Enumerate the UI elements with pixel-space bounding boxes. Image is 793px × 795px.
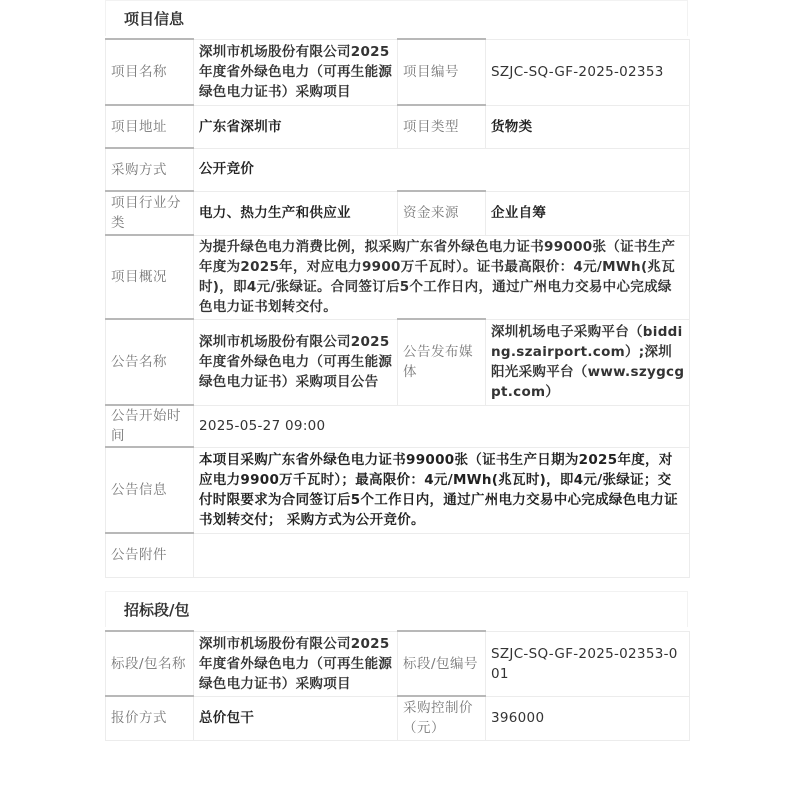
- value-fund-source: 企业自筹: [486, 191, 690, 235]
- value-lot-number: SZJC-SQ-GF-2025-02353-001: [486, 631, 690, 696]
- label-project-type: 项目类型: [398, 105, 486, 148]
- value-quote-method: 总价包干: [194, 696, 398, 740]
- value-announcement-media: 深圳机场电子采购平台（bidding.szairport.com）;深圳阳光采购平台（www.szygcgpt.com）: [486, 319, 690, 405]
- table-row: [106, 405, 690, 447]
- value-project-type: 货物类: [486, 105, 690, 148]
- label-project-name: 项目名称: [106, 39, 194, 105]
- label-control-price: 采购控制价（元）: [398, 696, 486, 740]
- label-project-address: 项目地址: [106, 105, 194, 148]
- label-lot-number: 标段/包编号: [398, 631, 486, 696]
- label-quote-method: 报价方式: [106, 696, 194, 740]
- label-procurement-method: 采购方式: [106, 148, 194, 191]
- table-row: [106, 191, 690, 235]
- table-row: [106, 447, 690, 533]
- value-project-overview: 为提升绿色电力消费比例，拟采购广东省外绿色电力证书99000张（证书生产年度为2025年，对应电力9900万千瓦时）。证书最高限价：4元/MWh(兆瓦时)，即4元/张绿证。合同签订后5个工作日内，通过广州电力交易中心完成绿色电力证书划转交付。: [194, 235, 690, 319]
- label-project-overview: 项目概况: [106, 235, 194, 319]
- value-project-number: SZJC-SQ-GF-2025-02353: [486, 39, 690, 105]
- value-announcement-info: 本项目采购广东省外绿色电力证书99000张（证书生产日期为2025年度，对应电力9900万千瓦时）；最高限价：4元/MWh(兆瓦时)，即4元/张绿证；交付时限要求为合同签订后5个工作日内，通过广州电力交易中心完成绿色电力证书划转交付； 采购方式为公开竞价。: [194, 447, 690, 533]
- value-announcement-attachment: [194, 533, 690, 577]
- value-announcement-name: 深圳市机场股份有限公司2025年度省外绿色电力（可再生能源绿色电力证书）采购项目公告: [194, 319, 398, 405]
- table-row: [106, 696, 690, 740]
- section-title-project-info: 项目信息: [105, 0, 688, 36]
- label-announcement-name: 公告名称: [106, 319, 194, 405]
- label-announcement-media: 公告发布媒体: [398, 319, 486, 405]
- table-row: [106, 533, 690, 577]
- value-lot-name: 深圳市机场股份有限公司2025年度省外绿色电力（可再生能源绿色电力证书）采购项目: [194, 631, 398, 696]
- value-industry: 电力、热力生产和供应业: [194, 191, 398, 235]
- value-project-address: 广东省深圳市: [194, 105, 398, 148]
- section-title-lots: 招标段/包: [105, 591, 688, 627]
- table-row: [106, 235, 690, 319]
- project-info-table: [105, 38, 690, 578]
- table-row: [106, 631, 690, 696]
- table-row: [106, 105, 690, 148]
- label-announcement-info: 公告信息: [106, 447, 194, 533]
- table-row: [106, 319, 690, 405]
- table-row: [106, 148, 690, 191]
- label-fund-source: 资金来源: [398, 191, 486, 235]
- value-procurement-method: 公开竞价: [194, 148, 690, 191]
- label-project-number: 项目编号: [398, 39, 486, 105]
- label-industry: 项目行业分类: [106, 191, 194, 235]
- label-announcement-attachment: 公告附件: [106, 533, 194, 577]
- table-row: [106, 39, 690, 105]
- value-announcement-start: 2025-05-27 09:00: [194, 405, 690, 447]
- value-control-price: 396000: [486, 696, 690, 740]
- lots-table: [105, 630, 690, 741]
- label-announcement-start: 公告开始时间: [106, 405, 194, 447]
- label-lot-name: 标段/包名称: [106, 631, 194, 696]
- value-project-name: 深圳市机场股份有限公司2025年度省外绿色电力（可再生能源绿色电力证书）采购项目: [194, 39, 398, 105]
